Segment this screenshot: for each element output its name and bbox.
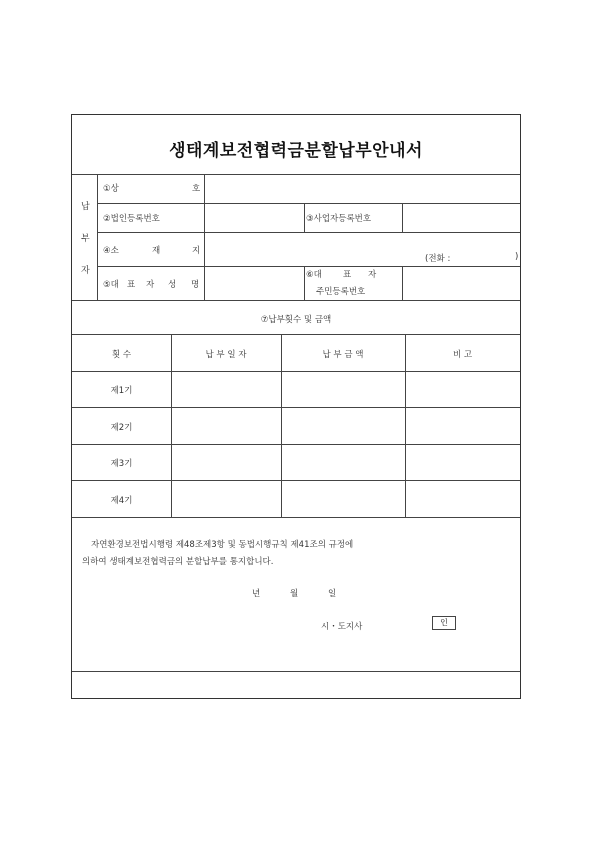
address-label-b: 재	[152, 246, 161, 256]
date-day-label: 일	[328, 589, 337, 599]
notice-line-1: 자연환경보전법시행령 제48조제3항 및 동법시행규칙 제41조의 규정에	[91, 540, 354, 550]
rep-title-label-1: ⑥대	[306, 270, 322, 280]
installment-row-4: 제4기	[110, 496, 133, 506]
installment-heading: ⑦납부횟수 및 금액	[260, 315, 332, 325]
rep-title-label-3: 자	[368, 270, 377, 280]
trade-name-label-b: 호	[192, 184, 201, 194]
date-month-label: 월	[290, 589, 299, 599]
rep-resident-no-label: 주민등록번호	[316, 287, 366, 297]
table-column-divider	[281, 334, 282, 517]
biz-reg-no-label: ③사업자등록번호	[306, 214, 372, 224]
title-divider	[72, 174, 520, 175]
payer-label-3: 자	[81, 266, 90, 276]
rep-name-label-4: 성	[168, 280, 177, 290]
rep-name-label-3: 자	[146, 280, 155, 290]
phone-close: )	[515, 252, 519, 262]
row-divider	[97, 232, 520, 233]
rep-name-label-5: 명	[191, 280, 200, 290]
payer-column-divider	[97, 174, 98, 300]
rep-name-label-1: ⑤대	[103, 280, 119, 290]
footer-divider	[72, 671, 520, 672]
table-column-divider	[171, 334, 172, 517]
cell-divider	[402, 266, 403, 300]
cell-divider	[402, 203, 403, 232]
address-label-c: 지	[192, 246, 201, 256]
cell-divider	[304, 266, 305, 300]
rep-title-label-2: 표	[343, 270, 352, 280]
payer-bottom-divider	[72, 300, 520, 301]
table-header-divider	[72, 371, 520, 372]
col-date-header: 납 부 일 자	[205, 350, 247, 360]
seal-box: 인	[432, 616, 456, 630]
payer-label-1: 납	[81, 202, 90, 212]
table-bottom-divider	[72, 517, 520, 518]
notice-line-2: 의하여 생태계보전협력금의 분할납부를 통지합니다.	[82, 557, 274, 567]
row-divider	[97, 203, 520, 204]
issuer-label: 시・도지사	[321, 622, 363, 632]
table-column-divider	[405, 334, 406, 517]
table-row-divider	[72, 480, 520, 481]
table-row-divider	[72, 444, 520, 445]
corp-reg-no-label: ②법인등록번호	[103, 214, 160, 224]
installment-row-2: 제2기	[110, 423, 133, 433]
col-amount-header: 납 부 금 액	[322, 350, 364, 360]
document-title: 생태계보전협력금분할납부안내서	[169, 141, 423, 161]
cell-divider	[304, 203, 305, 232]
table-row-divider	[72, 407, 520, 408]
row-divider	[97, 266, 520, 267]
date-year-label: 년	[252, 589, 261, 599]
notice-form	[71, 114, 521, 699]
phone-label: (전화 :	[425, 254, 451, 264]
col-remarks-header: 비 고	[452, 350, 473, 360]
installment-row-3: 제3기	[110, 459, 133, 469]
address-label-a: ④소	[103, 246, 119, 256]
col-count-header: 횟 수	[111, 350, 132, 360]
payer-label-2: 부	[81, 234, 90, 244]
label-column-divider	[204, 174, 205, 300]
rep-name-label-2: 표	[127, 280, 136, 290]
installment-row-1: 제1기	[110, 386, 133, 396]
section-divider	[72, 334, 520, 335]
trade-name-label-a: ①상	[103, 184, 119, 194]
